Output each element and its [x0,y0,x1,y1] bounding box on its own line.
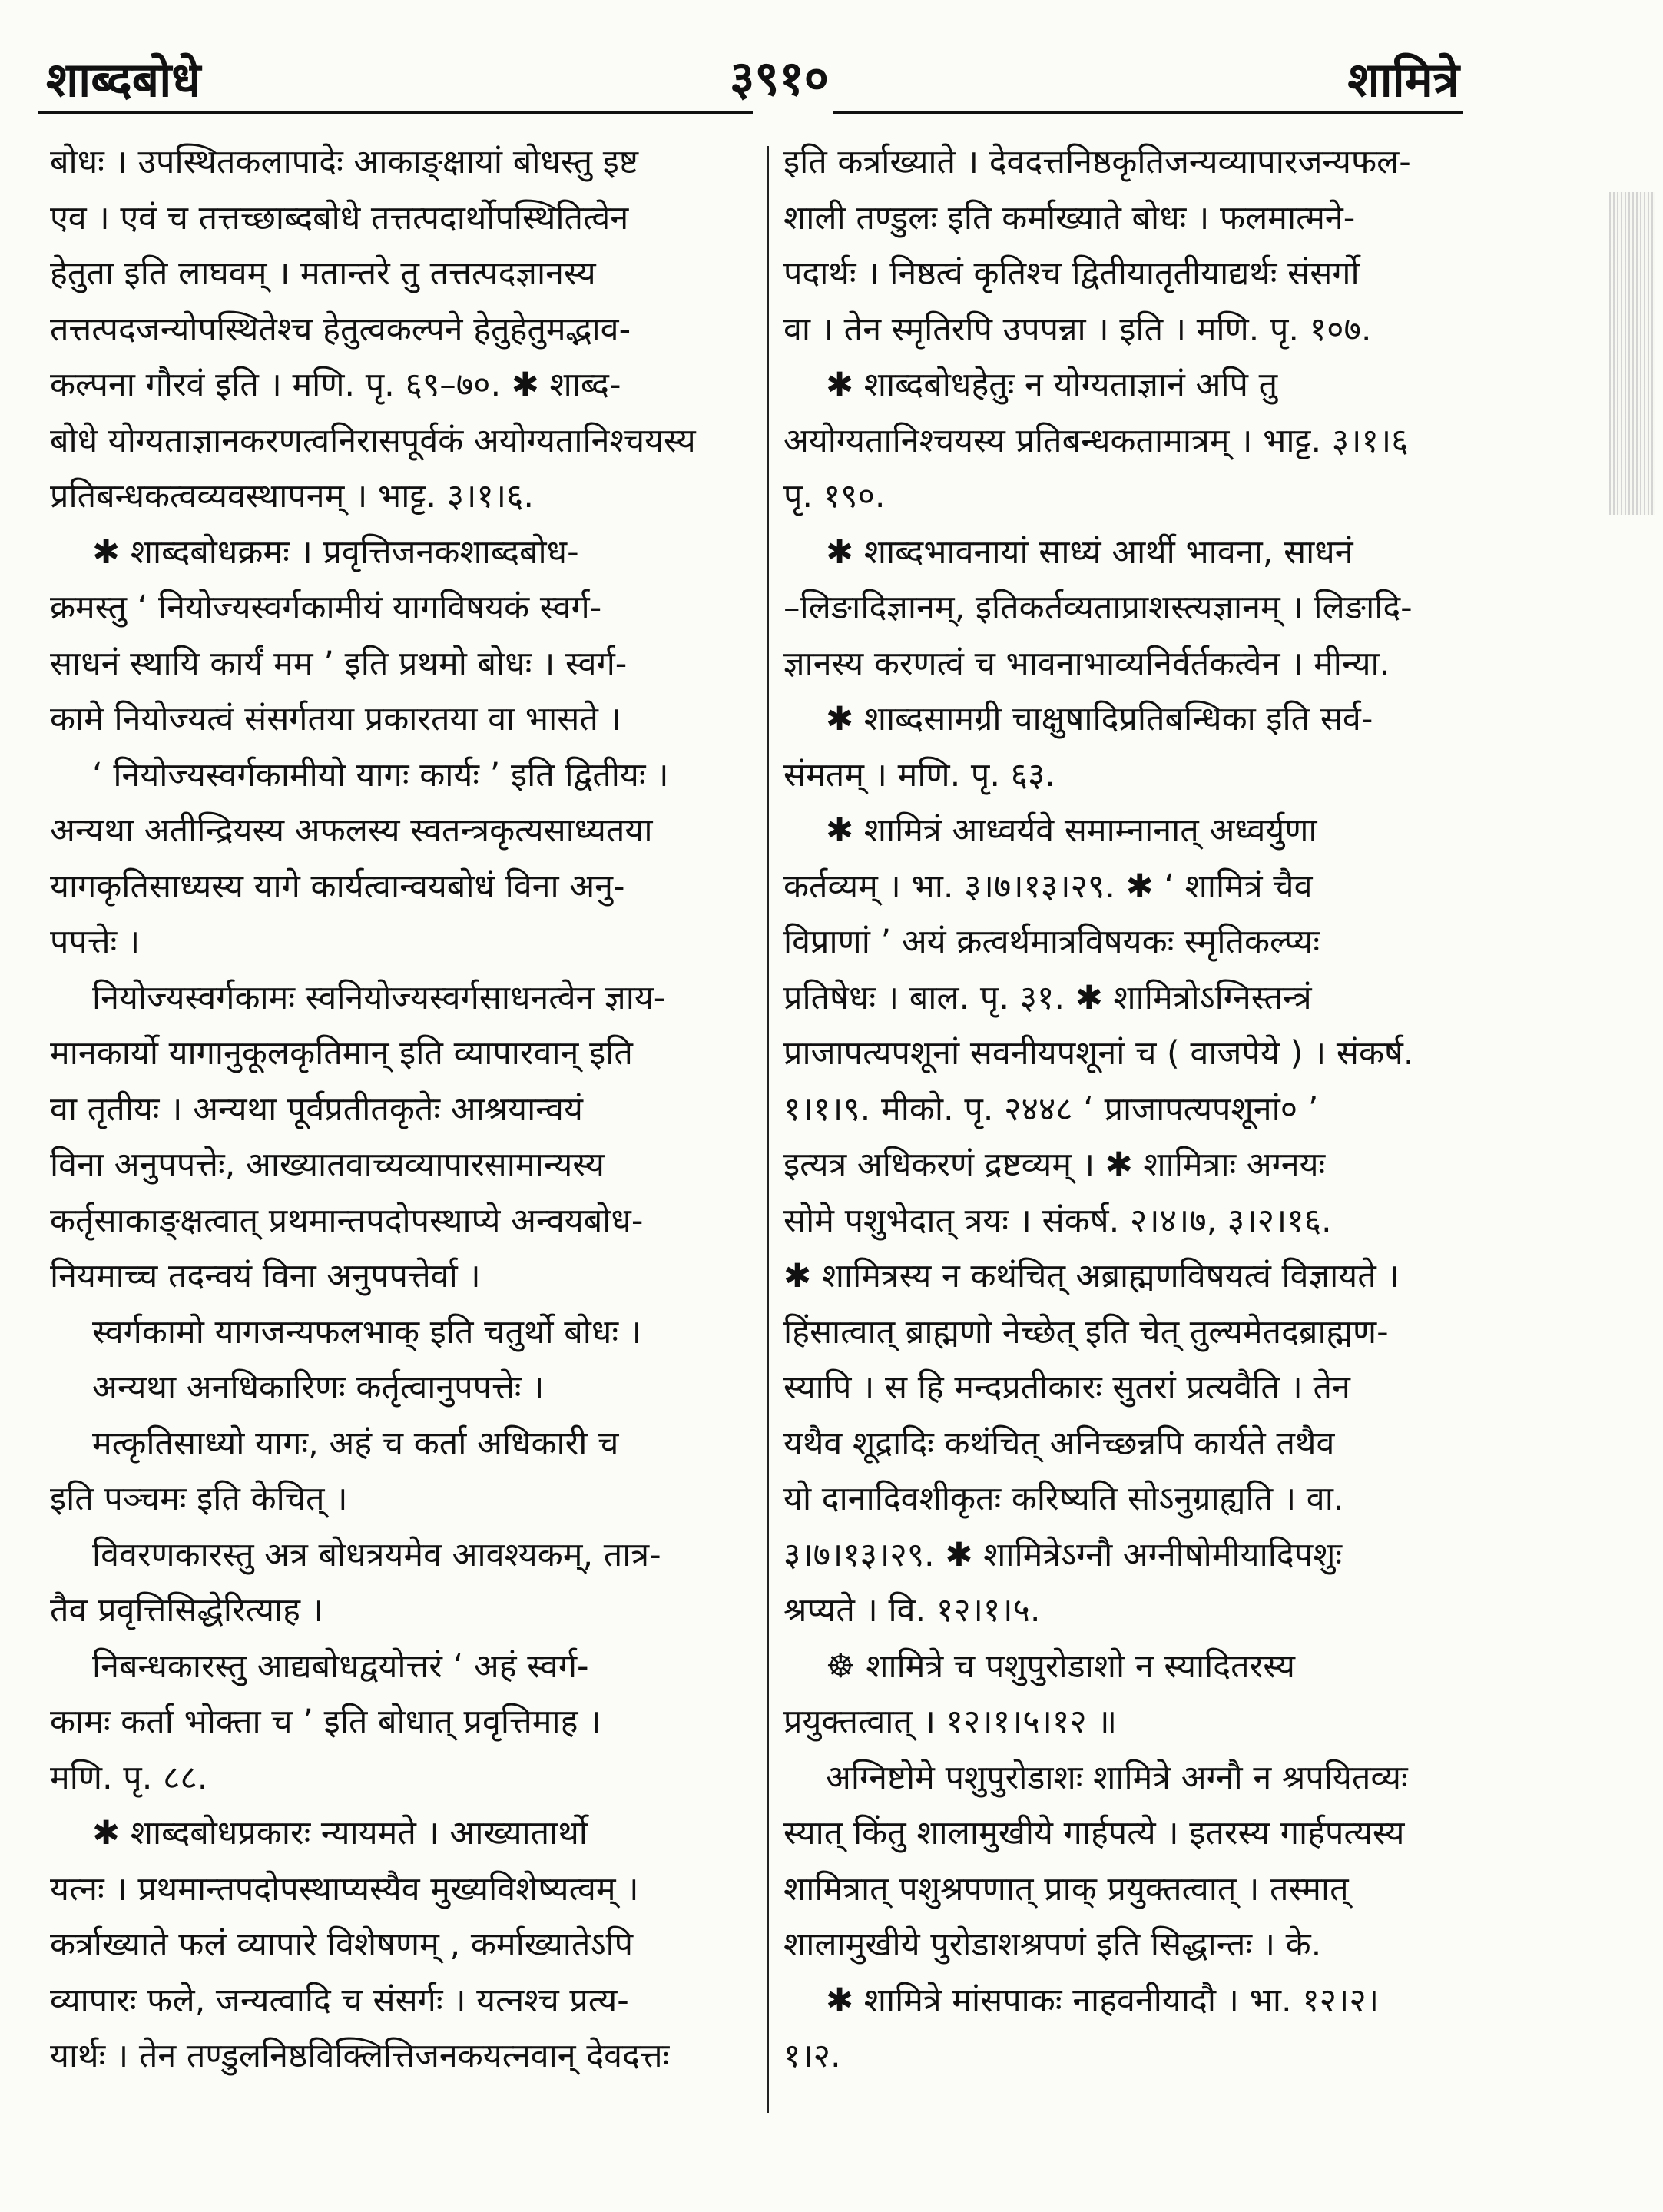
text-line: इति कर्त्राख्याते । देवदत्तनिष्ठकृतिजन्यव्यापारजन्यफल- [783,143,1411,181]
running-head-right: शामित्रे [1347,51,1459,108]
text-line: वा तृतीयः । अन्यथा पूर्वप्रतीतकृतेः आश्रयान्वयं [50,1089,583,1129]
text-line: क्रमस्तु ‘ नियोज्यस्वर्गकामीयं यागविषयकं स्वर्ग- [50,589,602,627]
text-line: कर्तृसाकाङ्क्षत्वात् प्रथमान्तपदोपस्थाप्ये अन्वयबोध- [50,1201,644,1240]
text-line: व्यापारः फले, जन्यत्वादि च संसर्गः । यत्नश्च प्रत्य- [50,1981,629,2020]
text-line: यो दानादिवशीकृतः करिष्यति सोऽनुग्राह्यति । वा. [783,1480,1344,1518]
header-rule-right [833,111,1463,114]
text-line: विवरणकारस्तु अत्र बोधत्रयमेव आवश्यकम्, तात्र- [92,1535,661,1574]
text-line: कर्तव्यम् । भा. ३।७।१३।२९. ✱ ‘ शामित्रं चैव [783,867,1313,906]
text-line: विना अनुपपत्तेः, आख्यातवाच्यव्यापारसामान्यस्य [50,1146,605,1184]
text-line: कल्पना गौरवं इति । मणि. पृ. ६९–७०. ✱ शाब्द- [50,366,621,404]
text-line: १।२. [783,2037,841,2075]
left-column [50,134,757,2084]
text-line: ✱ शाब्दसामग्री चाक्षुषादिप्रतिबन्धिका इति सर्व- [826,700,1373,738]
column-divider [767,146,769,2113]
text-line: स्यापि । स हि मन्दप्रतीकारः सुतरां प्रत्यवैति । तेन [783,1368,1350,1407]
scan-edge-artifact [1609,192,1655,515]
text-line: कर्त्राख्याते फलं व्यापारे विशेषणम् , कर्माख्यातेऽपि [50,1925,634,1964]
text-line: ✱ शाब्दबोधक्रमः । प्रवृत्तिजनकशाब्दबोध- [92,532,579,572]
text-line: वा । तेन स्मृतिरपि उपपन्ना । इति । मणि. पृ. १०७. [783,310,1372,349]
text-line: पदार्थः । निष्ठत्वं कृतिश्च द्वितीयातृतीयाद्यर्थः संसर्गो [783,254,1360,293]
text-line: संमतम् । मणि. पृ. ६३. [783,755,1056,794]
text-line: यत्नः । प्रथमान्तपदोपस्थाप्यस्यैव मुख्यविशेष्यत्वम् । [50,1869,639,1909]
text-line: शालामुखीये पुरोडाशश्रपणं इति सिद्धान्तः । के. [783,1925,1322,1964]
text-line: इत्यत्र अधिकरणं द्रष्टव्यम् । ✱ शामित्राः अग्नयः [783,1146,1326,1184]
text-line: कामे नियोज्यत्वं संसर्गतया प्रकारतया वा भासते । [50,700,621,738]
text-line: श्रप्यते । वि. १२।१।५. [783,1591,1041,1630]
text-line: अन्यथा अतीन्द्रियस्य अफलस्य स्वतन्त्रकृत्यसाध्यतया [50,811,653,850]
text-line: सोमे पशुभेदात् त्रयः । संकर्ष. २।४।७, ३।२।१६. [783,1201,1332,1240]
text-line: ✱ शाब्दभावनायां साध्यं आर्थी भावना, साधनं [826,532,1353,572]
text-line: विप्राणां ’ अयं क्रत्वर्थमात्रविषयकः स्मृतिकल्प्यः [783,923,1320,961]
page-number: ३९१० [730,50,829,106]
text-line: ज्ञानस्य करणत्वं च भावनाभाव्यनिर्वर्तकत्वेन । मीन्या. [783,644,1390,683]
text-line: अयोग्यतानिश्चयस्य प्रतिबन्धकतामात्रम् । भाट्ट. ३।१।६ [783,421,1409,460]
text-line: हेतुता इति लाघवम् । मतान्तरे तु तत्तत्पदज्ञानस्य [50,254,596,293]
text-line: बोधे योग्यताज्ञानकरणत्वनिरासपूर्वकं अयोग्यतानिश्चयस्य [50,421,696,460]
text-line: पपत्तेः । [50,923,141,961]
text-line: प्रतिबन्धकत्वव्यवस्थापनम् । भाट्ट. ३।१।६. [50,477,535,516]
text-line: –लिङादिज्ञानम्, इतिकर्तव्यताप्राशस्त्यज्ञानम् । लिङादि- [783,589,1413,627]
text-line: ३।७।१३।२९. ✱ शामित्रेऽग्नौ अग्नीषोमीयादिपशुः [783,1535,1343,1574]
header-rule-left [38,111,753,114]
text-line: मत्कृतिसाध्यो यागः, अहं च कर्ता अधिकारी च [92,1424,619,1463]
text-line: ✱ शामित्रस्य न कथंचित् अब्राह्मणविषयत्वं विज्ञायते । [783,1257,1400,1295]
text-line: कामः कर्ता भोक्ता च ’ इति बोधात् प्रवृत्तिमाह । [50,1703,601,1741]
text-line: अग्निष्टोमे पशुपुरोडाशः शामित्रे अग्नौ न श्रपयितव्यः [826,1758,1408,1797]
text-line: ☸ शामित्रे च पशुपुरोडाशो न स्यादितरस्य [826,1647,1295,1686]
text-line: ‘ नियोज्यस्वर्गकामीयो यागः कार्यः ’ इति द्वितीयः । [92,755,669,794]
text-line: इति पञ्चमः इति केचित् । [50,1480,348,1518]
text-line: साधनं स्थायि कार्यं मम ’ इति प्रथमो बोधः । स्वर्ग- [50,644,628,683]
text-line: पृ. १९०. [783,477,886,516]
text-line: यथैव शूद्रादिः कथंचित् अनिच्छन्नपि कार्यते तथैव [783,1424,1335,1463]
text-line: निबन्धकारस्तु आद्यबोधद्वयोत्तरं ‘ अहं स्वर्ग- [92,1647,589,1686]
text-line: शामित्रात् पशुश्रपणात् प्राक् प्रयुक्तत्वात् । तस्मात् [783,1869,1349,1909]
text-line: शाली तण्डुलः इति कर्माख्याते बोधः । फलमात्मने- [783,198,1356,237]
text-line: प्राजापत्यपशूनां सवनीयपशूनां च ( वाजपेये ) । संकर्ष. [783,1034,1414,1073]
text-line: यागकृतिसाध्यस्य यागे कार्यत्वान्वयबोधं विना अनु- [50,867,625,906]
text-line: ✱ शाब्दबोधहेतुः न योग्यताज्ञानं अपि तु [826,366,1278,404]
text-line: प्रयुक्तत्वात् । १२।१।५।१२ ॥ [783,1703,1118,1741]
text-line: अन्यथा अनधिकारिणः कर्तृत्वानुपपत्तेः । [92,1368,545,1407]
text-line: प्रतिषेधः । बाल. पृ. ३१. ✱ शामित्रोऽग्निस्तन्त्रं [783,978,1312,1017]
text-line: तत्तत्पदजन्योपस्थितेश्च हेतुत्वकल्पने हेतुहेतुमद्भाव- [50,310,631,349]
right-column [783,134,1459,2084]
page-header [38,31,1459,131]
text-line: बोधः । उपस्थितकलापादेः आकाङ्क्षायां बोधस्तु इष्ट [50,143,638,181]
text-line: ✱ शामित्रं आध्वर्यवे समाम्नानात् अध्वर्युणा [826,811,1317,850]
text-line: तैव प्रवृत्तिसिद्धेरित्याह । [50,1591,323,1630]
text-line: स्वर्गकामो यागजन्यफलभाक् इति चतुर्थो बोधः । [92,1312,642,1351]
text-line: स्यात् किंतु शालामुखीये गार्हपत्ये । इतरस्य गार्हपत्यस्य [783,1814,1405,1852]
text-line: मणि. पृ. ८८. [50,1758,208,1797]
running-head-left: शाब्दबोधे [46,51,201,108]
text-line: ✱ शामित्रे मांसपाकः नाहवनीयादौ । भा. १२।२। [826,1981,1379,2020]
text-line: हिंसात्वात् ब्राह्मणो नेच्छेत् इति चेत् तुल्यमेतदब्राह्मण- [783,1312,1389,1351]
text-line: एव । एवं च तत्तच्छाब्दबोधे तत्तत्पदार्थोपस्थितित्वेन [50,198,629,237]
text-line: १।१।९. मीको. पृ. २४४८ ‘ प्राजापत्यपशूनां० ’ [783,1089,1319,1129]
text-line: ✱ शाब्दबोधप्रकारः न्यायमते । आख्यातार्थो [92,1814,588,1852]
text-line: यार्थः । तेन तण्डुलनिष्ठविक्लित्तिजनकयत्नवान् देवदत्तः [50,2037,670,2075]
text-line: मानकार्यो यागानुकूलकृतिमान् इति व्यापारवान् इति [50,1034,633,1073]
text-line: नियोज्यस्वर्गकामः स्वनियोज्यस्वर्गसाधनत्वेन ज्ञाय- [92,978,666,1017]
text-line: नियमाच्च तदन्वयं विना अनुपपत्तेर्वा । [50,1257,481,1295]
